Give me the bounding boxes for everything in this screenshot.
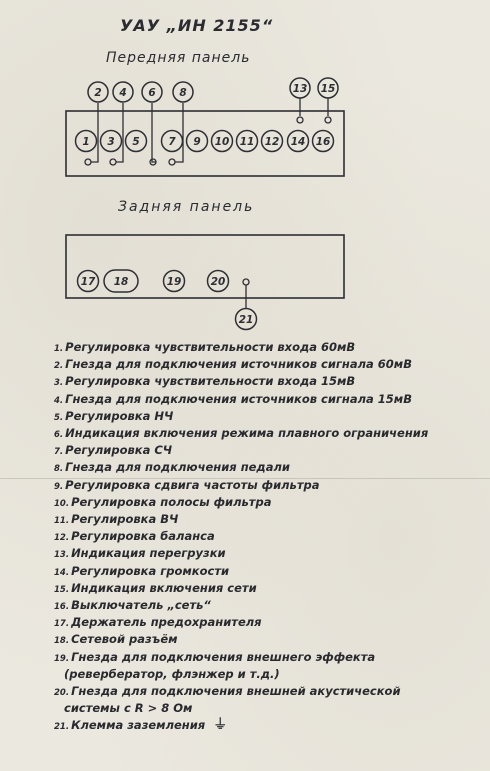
front-control-9 xyxy=(187,131,208,152)
legend-item-number: 7. xyxy=(54,447,64,458)
legend-item-text: Гнезда для подключения внешнего эффекта xyxy=(71,649,376,664)
legend-item-number: 9. xyxy=(54,481,64,492)
front-control-14 xyxy=(288,131,309,152)
front-control-7 xyxy=(162,131,183,152)
front-callout-4 xyxy=(113,82,133,102)
svg-text:12: 12 xyxy=(264,136,280,148)
legend-item-number: 20. xyxy=(54,688,70,698)
legend-item-number: 1. xyxy=(54,344,64,354)
legend-item xyxy=(54,632,178,649)
legend-item-text: системы с R > 8 Ом xyxy=(64,701,193,716)
legend-item xyxy=(62,701,192,718)
legend-item-text: Регулировка чувствительности входа 60мВ xyxy=(65,340,356,354)
front-jack-6 xyxy=(150,103,156,165)
panel-diagram xyxy=(0,0,490,340)
legend-item xyxy=(54,478,320,495)
legend-item-number: 21. xyxy=(54,722,70,733)
legend-item xyxy=(54,581,257,598)
legend-item xyxy=(54,460,290,477)
legend-item xyxy=(62,667,280,684)
legend-item-number: 10. xyxy=(54,498,70,509)
svg-text:17: 17 xyxy=(80,276,96,288)
front-control-16 xyxy=(313,131,334,152)
front-control-5 xyxy=(126,131,147,152)
legend-item xyxy=(54,374,355,391)
svg-text:4: 4 xyxy=(119,87,127,99)
legend-item-number: 13. xyxy=(54,550,70,561)
front-control-1 xyxy=(76,131,97,152)
svg-text:15: 15 xyxy=(320,83,336,95)
rear-callout-21 xyxy=(236,309,257,330)
legend-item-number: 4. xyxy=(54,395,64,406)
legend-item-text: Регулировка НЧ xyxy=(65,408,174,423)
legend-item xyxy=(54,409,173,426)
legend-item-text: Регулировка громкости xyxy=(71,563,230,578)
legend-item-number: 2. xyxy=(54,361,64,372)
front-control-3 xyxy=(101,131,122,152)
front-callout-13 xyxy=(290,78,310,98)
front-jack-8 xyxy=(169,103,183,165)
legend-item-text: Индикация перегрузки xyxy=(71,546,226,561)
legend-item-number: 18. xyxy=(54,636,70,647)
legend-item xyxy=(54,392,412,409)
legend-item xyxy=(54,529,215,546)
legend-item-text: Регулировка баланса xyxy=(71,529,215,544)
front-control-12 xyxy=(262,131,283,152)
legend-item xyxy=(54,718,227,735)
legend-item xyxy=(54,495,271,512)
svg-text:20: 20 xyxy=(210,276,226,288)
legend-item xyxy=(54,615,262,632)
ground-arrow-icon: ⏚ xyxy=(213,717,228,734)
legend-item xyxy=(54,426,428,443)
rear-control-18 xyxy=(104,270,138,292)
svg-text:7: 7 xyxy=(168,136,176,148)
svg-text:11: 11 xyxy=(239,136,255,148)
legend-item-number: 19. xyxy=(54,653,70,664)
rear-control-19 xyxy=(164,271,185,292)
svg-text:5: 5 xyxy=(132,136,140,148)
front-control-10 xyxy=(212,131,233,152)
svg-text:8: 8 xyxy=(179,87,187,99)
legend-item-text: Гнезда для подключения источников сигнала 15мВ xyxy=(65,391,412,406)
legend-item xyxy=(54,650,375,667)
front-callout-2 xyxy=(88,82,108,102)
legend-item-text: Регулировка чувствительности входа 15мВ xyxy=(65,374,356,389)
legend-item-text: Сетевой разъём xyxy=(71,632,178,647)
legend-item-text: Держатель предохранителя xyxy=(71,615,262,630)
ground-terminal xyxy=(243,279,249,308)
legend-item xyxy=(54,684,401,701)
legend-item-number: 16. xyxy=(54,602,70,612)
rear-panel-controls xyxy=(78,270,229,292)
legend-item xyxy=(54,443,172,460)
svg-text:19: 19 xyxy=(166,276,182,288)
legend-item-text: Индикация включения режима плавного ограничения xyxy=(65,426,429,440)
rear-control-17 xyxy=(78,271,99,292)
legend-item-number: 6. xyxy=(54,430,64,440)
svg-text:10: 10 xyxy=(214,136,230,148)
rear-panel-heading: Задняя панель xyxy=(118,199,255,215)
front-jack-4 xyxy=(110,103,123,165)
legend-item-number: 5. xyxy=(54,412,64,423)
legend-item-text: Регулировка СЧ xyxy=(65,443,173,458)
legend-item-text: Клемма заземления xyxy=(71,718,206,733)
legend-item xyxy=(54,512,178,529)
front-jack-2 xyxy=(85,103,98,165)
front-panel-controls xyxy=(76,131,334,152)
legend-item-text: Регулировка ВЧ xyxy=(71,512,179,526)
legend-item-text: Регулировка полосы фильтра xyxy=(71,494,272,509)
legend-item-text: Гнезда для подключения педали xyxy=(65,460,290,475)
front-callout-15 xyxy=(318,78,338,98)
legend-item xyxy=(54,340,355,357)
front-callout-8 xyxy=(173,82,193,102)
svg-text:21: 21 xyxy=(238,314,254,326)
legend-item-number: 11. xyxy=(54,516,70,526)
svg-text:18: 18 xyxy=(113,276,129,288)
legend-item-number: 17. xyxy=(54,619,70,630)
legend-item-number: 15. xyxy=(54,584,70,595)
legend-item-number: 8. xyxy=(54,464,64,475)
legend-item-text: Гнезда для подключения источников сигнала 60мВ xyxy=(65,357,412,372)
rear-control-20 xyxy=(208,271,229,292)
legend-item-text: Регулировка сдвига частоты фильтра xyxy=(65,477,320,492)
legend-item-number: 14. xyxy=(54,567,70,578)
rear-panel-callout xyxy=(236,279,257,330)
legend-item xyxy=(54,546,226,563)
legend-item-text: Индикация включения сети xyxy=(71,580,257,595)
svg-text:16: 16 xyxy=(315,136,331,148)
svg-text:1: 1 xyxy=(82,136,90,148)
page-title: УАУ „ИН 2155“ xyxy=(120,16,274,35)
front-panel-heading: Передняя панель xyxy=(106,50,251,66)
legend-item xyxy=(54,564,229,581)
svg-text:6: 6 xyxy=(148,87,156,99)
svg-text:3: 3 xyxy=(107,136,115,148)
front-control-11 xyxy=(237,131,258,152)
legend-item-text: Выключатель „сеть“ xyxy=(71,598,211,612)
legend-item-number: 3. xyxy=(54,378,64,389)
svg-text:9: 9 xyxy=(193,136,201,148)
svg-text:14: 14 xyxy=(290,136,306,148)
svg-text:2: 2 xyxy=(94,87,102,99)
legend-item-text: Гнезда для подключения внешней акустической xyxy=(71,684,401,698)
legend-item-text: (ревербератор, флэнжер и т.д.) xyxy=(64,666,280,681)
legend-item xyxy=(54,598,211,615)
front-callout-6 xyxy=(142,82,162,102)
legend-item xyxy=(54,357,412,374)
legend-item-number: 12. xyxy=(54,533,70,544)
svg-text:13: 13 xyxy=(292,83,308,95)
